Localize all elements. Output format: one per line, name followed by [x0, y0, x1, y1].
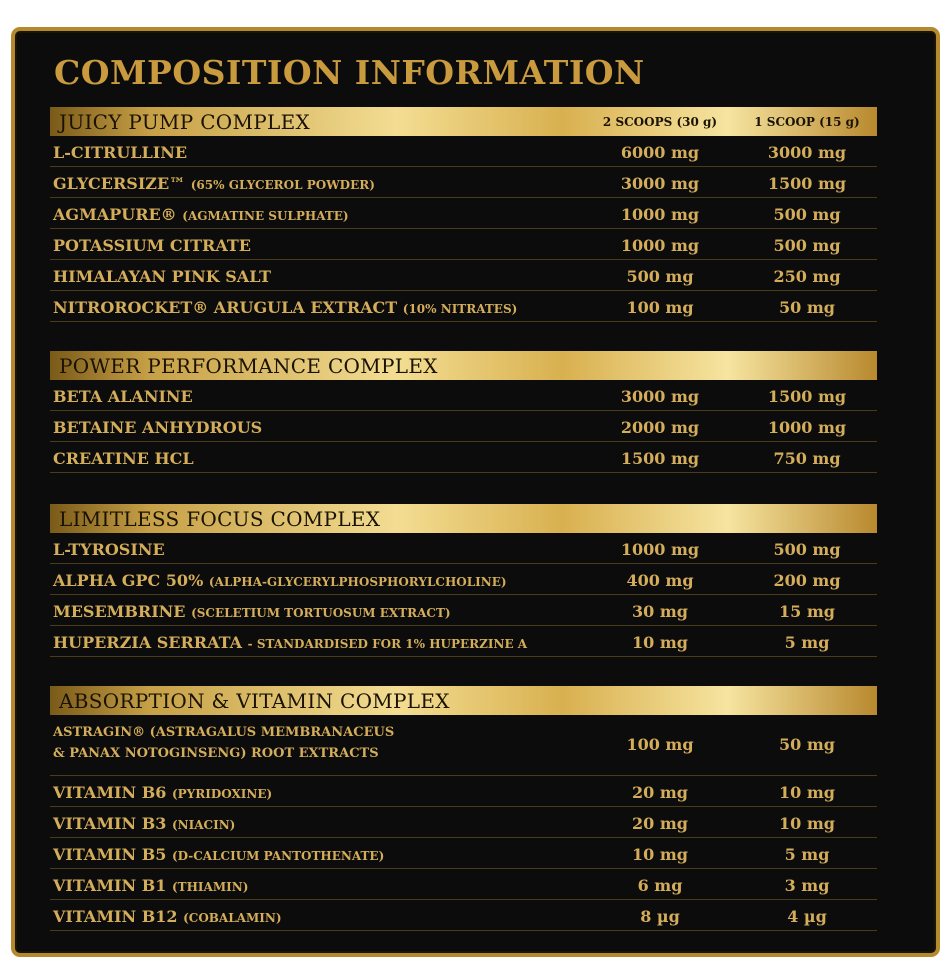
- ingredient-name: L-CITRULLINE: [53, 143, 188, 162]
- dose-2-scoops: 500 mg: [626, 267, 694, 286]
- dose-1-scoop: 750 mg: [773, 449, 841, 468]
- ingredient-name: HUPERZIA SERRATA - STANDARDISED FOR 1% HUPERZINE A: [53, 633, 528, 652]
- table-row: [50, 776, 877, 807]
- table-row: [50, 564, 877, 595]
- section-title: POWER PERFORMANCE COMPLEX: [59, 354, 438, 378]
- ingredient-name: ALPHA GPC 50% (ALPHA-GLYCERYLPHOSPHORYLCHOLINE): [53, 571, 507, 590]
- table-row: [50, 533, 877, 564]
- dose-2-scoops: 400 mg: [626, 571, 694, 590]
- table-row: [50, 900, 877, 931]
- ingredient-name: CREATINE HCL: [53, 449, 194, 468]
- dose-2-scoops: 3000 mg: [620, 174, 700, 193]
- ingredient-name: L-TYROSINE: [53, 540, 165, 559]
- dose-2-scoops: 10 mg: [632, 845, 688, 864]
- page-title: COMPOSITION INFORMATION: [54, 53, 645, 92]
- dose-2-scoops: 3000 mg: [620, 387, 700, 406]
- ingredient-name: AGMAPURE® (AGMATINE SULPHATE): [53, 205, 349, 224]
- dose-1-scoop: 200 mg: [773, 571, 841, 590]
- table-row: [50, 229, 877, 260]
- section-absorption-vitamin: [50, 686, 877, 931]
- ingredient-name: POTASSIUM CITRATE: [53, 236, 251, 255]
- section-juicy-pump: [50, 107, 877, 322]
- dose-1-scoop: 1500 mg: [767, 387, 847, 406]
- ingredient-name: MESEMBRINE (SCELETIUM TORTUOSUM EXTRACT): [53, 602, 451, 621]
- dose-1-scoop: 5 mg: [784, 633, 830, 652]
- dose-1-scoop: 500 mg: [773, 236, 841, 255]
- dose-2-scoops: 20 mg: [632, 814, 688, 833]
- dose-2-scoops: 1000 mg: [620, 236, 700, 255]
- composition-panel: [11, 27, 940, 957]
- table-row: [50, 838, 877, 869]
- dose-1-scoop: 10 mg: [779, 814, 835, 833]
- section-title: JUICY PUMP COMPLEX: [59, 110, 311, 134]
- ingredient-name: HIMALAYAN PINK SALT: [53, 267, 272, 286]
- section-header: [50, 351, 877, 380]
- dose-2-scoops: 20 mg: [632, 783, 688, 802]
- section-header: [50, 504, 877, 533]
- table-row: [50, 136, 877, 167]
- ingredient-name: GLYCERSIZE™ (65% GLYCEROL POWDER): [53, 174, 375, 193]
- dose-1-scoop: 50 mg: [779, 735, 835, 754]
- dose-1-scoop: 500 mg: [773, 205, 841, 224]
- dose-1-scoop: 5 mg: [784, 845, 830, 864]
- dose-2-scoops: 8 µg: [640, 907, 680, 926]
- ingredient-name: VITAMIN B12 (COBALAMIN): [53, 907, 282, 926]
- dose-2-scoops: 1000 mg: [620, 205, 700, 224]
- dose-1-scoop: 250 mg: [773, 267, 841, 286]
- dose-1-scoop: 500 mg: [773, 540, 841, 559]
- dose-1-scoop: 10 mg: [779, 783, 835, 802]
- dose-2-scoops: 1000 mg: [620, 540, 700, 559]
- table-row: [50, 167, 877, 198]
- dose-2-scoops: 10 mg: [632, 633, 688, 652]
- dose-1-scoop: 4 µg: [787, 907, 827, 926]
- table-row: [50, 411, 877, 442]
- dose-1-scoop: 15 mg: [779, 602, 835, 621]
- table-row: [50, 198, 877, 229]
- section-limitless-focus: [50, 504, 877, 657]
- dose-2-scoops: 6 mg: [637, 876, 683, 895]
- table-row: [50, 715, 877, 776]
- table-row: [50, 291, 877, 322]
- section-power-performance: [50, 351, 877, 473]
- ingredient-name: BETAINE ANHYDROUS: [53, 418, 263, 437]
- table-row: [50, 442, 877, 473]
- dose-2-scoops: 100 mg: [626, 735, 694, 754]
- dose-2-scoops: 1500 mg: [620, 449, 700, 468]
- dose-1-scoop: 3000 mg: [767, 143, 847, 162]
- section-title: ABSORPTION & VITAMIN COMPLEX: [59, 689, 450, 713]
- dose-2-scoops: 100 mg: [626, 298, 694, 317]
- table-row: [50, 595, 877, 626]
- dose-2-scoops: 2000 mg: [620, 418, 700, 437]
- ingredient-name: VITAMIN B3 (NIACIN): [53, 814, 236, 833]
- dose-1-scoop: 1500 mg: [767, 174, 847, 193]
- ingredient-name: VITAMIN B1 (THIAMIN): [53, 876, 249, 895]
- ingredient-name: BETA ALANINE: [53, 387, 193, 406]
- section-header: [50, 107, 877, 136]
- section-header: [50, 686, 877, 715]
- ingredient-name: VITAMIN B6 (PYRIDOXINE): [53, 783, 273, 802]
- dose-1-scoop: 50 mg: [779, 298, 835, 317]
- table-row: [50, 807, 877, 838]
- table-row: [50, 869, 877, 900]
- ingredient-name: ASTRAGIN® (ASTRAGALUS MEMBRANACEUS & PANAX NOTOGINSENG) ROOT EXTRACTS: [53, 725, 395, 761]
- ingredient-name: VITAMIN B5 (D-CALCIUM PANTOTHENATE): [53, 845, 385, 864]
- dose-2-scoops: 30 mg: [632, 602, 688, 621]
- table-row: [50, 626, 877, 657]
- ingredient-name: NITROROCKET® ARUGULA EXTRACT (10% NITRATES): [53, 298, 518, 317]
- dose-2-scoops: 6000 mg: [620, 143, 700, 162]
- dose-1-scoop: 3 mg: [784, 876, 830, 895]
- section-title: LIMITLESS FOCUS COMPLEX: [59, 507, 381, 531]
- column-header-1-scoop: 1 SCOOP (15 g): [754, 115, 860, 129]
- table-row: [50, 260, 877, 291]
- dose-1-scoop: 1000 mg: [767, 418, 847, 437]
- column-header-2-scoops: 2 SCOOPS (30 g): [602, 115, 718, 129]
- table-row: [50, 380, 877, 411]
